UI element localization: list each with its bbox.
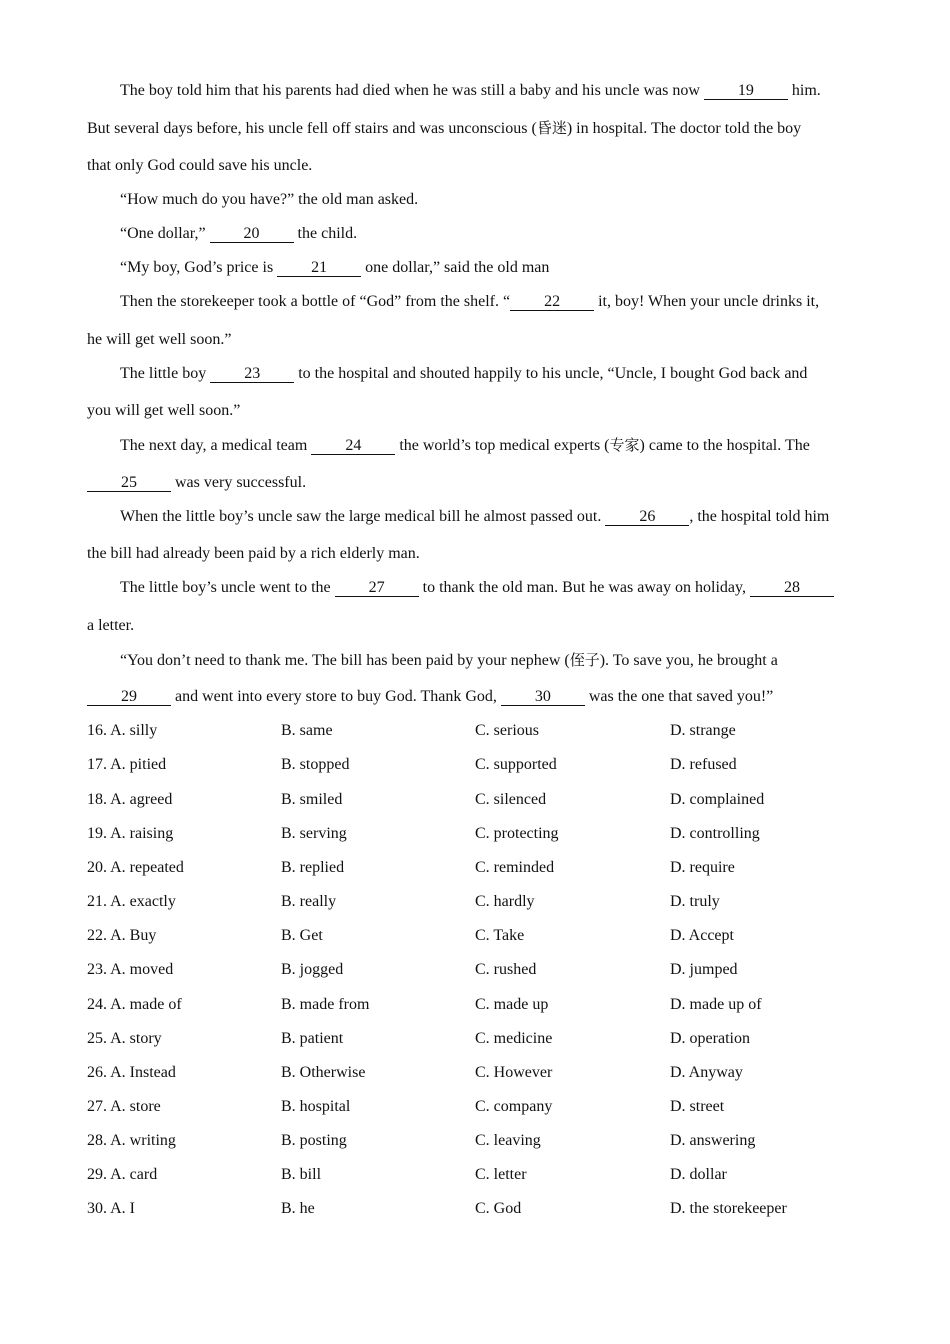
option-a[interactable] [87, 995, 182, 1015]
option-a[interactable] [87, 1063, 176, 1083]
passage-text: was the one that saved you!” [584, 688, 774, 705]
option-a[interactable] [87, 790, 172, 810]
passage-text: “My boy, God’s price is [120, 259, 278, 276]
option-text: A. moved [110, 961, 174, 978]
blank-19[interactable]: 19 [704, 83, 788, 100]
question-row [87, 995, 867, 1015]
option-text: A. Buy [110, 927, 157, 944]
option-text: A. store [110, 1098, 161, 1115]
passage-text: The little boy [120, 365, 211, 382]
option-c[interactable]: C. supported [475, 756, 557, 773]
option-d[interactable]: D. jumped [670, 961, 738, 978]
passage-text: him. [787, 82, 821, 99]
option-d[interactable]: D. dollar [670, 1166, 727, 1183]
question-row [87, 1199, 867, 1219]
option-c[interactable]: C. Take [475, 927, 525, 944]
passage-line [120, 435, 867, 456]
chinese-gloss: 昏迷 [536, 119, 567, 137]
question-number: 19. [87, 825, 107, 842]
question-number: 27. [87, 1098, 107, 1115]
option-c[interactable]: C. leaving [475, 1132, 541, 1149]
option-c[interactable]: C. God [475, 1200, 522, 1217]
option-text: A. I [110, 1200, 136, 1217]
question-number: 25. [87, 1030, 107, 1047]
option-text: A. agreed [110, 791, 173, 808]
question-row [87, 790, 867, 810]
option-text: A. pitied [110, 756, 167, 773]
option-a[interactable] [87, 1097, 161, 1117]
option-b[interactable]: B. serving [281, 825, 347, 842]
option-c[interactable]: C. rushed [475, 961, 537, 978]
passage-text: to thank the old man. But he was away on holiday, [418, 579, 750, 596]
option-text: A. exactly [110, 893, 176, 910]
option-text: A. silly [110, 722, 158, 739]
option-b[interactable]: B. he [281, 1200, 315, 1217]
passage-line [120, 224, 867, 244]
option-text: A. repeated [110, 859, 184, 876]
option-a[interactable] [87, 892, 176, 912]
passage-text: When the little boy’s uncle saw the large medical bill he almost passed out. [120, 508, 606, 525]
passage-line: a letter. [87, 617, 135, 634]
option-b[interactable]: B. hospital [281, 1098, 351, 1115]
passage-line [87, 687, 867, 707]
option-c[interactable]: C. letter [475, 1166, 527, 1183]
passage-line: that only God could save his uncle. [87, 157, 313, 174]
question-row [87, 824, 867, 844]
question-number: 26. [87, 1064, 107, 1081]
option-b[interactable]: B. really [281, 893, 337, 910]
blank-22[interactable]: 22 [510, 294, 594, 311]
question-number: 30. [87, 1200, 107, 1217]
passage-line [120, 507, 867, 527]
blank-21[interactable]: 21 [277, 260, 361, 277]
passage-text: and went into every store to buy God. Thank God, [171, 688, 501, 705]
option-c[interactable]: C. company [475, 1098, 553, 1115]
option-text: A. story [110, 1030, 162, 1047]
option-text: A. made of [110, 996, 182, 1013]
passage-line [120, 292, 867, 312]
blank-20[interactable]: 20 [210, 226, 294, 243]
option-b[interactable]: B. bill [281, 1166, 322, 1183]
question-row [87, 1165, 867, 1185]
passage-line [87, 473, 867, 493]
passage-line [120, 578, 867, 598]
chinese-gloss: 专家 [609, 436, 640, 454]
passage-text: to the hospital and shouted happily to his uncle, “Uncle, I bought God back and [294, 365, 808, 382]
question-number: 21. [87, 893, 107, 910]
blank-28[interactable]: 28 [750, 580, 834, 597]
passage-text: ) came to the hospital. The [639, 437, 810, 454]
question-row [87, 1063, 867, 1083]
option-b[interactable]: B. stopped [281, 756, 350, 773]
passage-text: ). To save you, he brought a [599, 652, 778, 669]
option-c[interactable]: C. reminded [475, 859, 555, 876]
option-a[interactable] [87, 926, 156, 946]
blank-25[interactable]: 25 [87, 475, 171, 492]
option-text: A. writing [110, 1132, 176, 1149]
option-d[interactable]: D. strange [670, 722, 736, 739]
option-a[interactable] [87, 824, 173, 844]
question-row [87, 960, 867, 980]
question-row [87, 1131, 867, 1151]
option-b[interactable]: B. made from [281, 996, 370, 1013]
option-b[interactable]: B. same [281, 722, 333, 739]
option-b[interactable]: B. posting [281, 1132, 347, 1149]
passage-text: one dollar,” said the old man [361, 259, 550, 276]
option-d[interactable]: D. complained [670, 791, 765, 808]
chinese-gloss: 侄子 [569, 651, 600, 669]
passage-text: , the hospital told him [689, 508, 830, 525]
blank-27[interactable]: 27 [335, 580, 419, 597]
passage-text: ) in hospital. The doctor told the boy [566, 120, 802, 137]
option-d[interactable]: D. refused [670, 756, 737, 773]
option-a[interactable] [87, 960, 173, 980]
blank-29[interactable]: 29 [87, 689, 171, 706]
passage-text: But several days before, his uncle fell off stairs and was unconscious ( [87, 120, 537, 137]
question-number: 23. [87, 961, 107, 978]
passage-text: it, boy! When your uncle drinks it, [594, 293, 820, 310]
question-number: 18. [87, 791, 107, 808]
option-d[interactable]: D. made up of [670, 996, 762, 1013]
blank-23[interactable]: 23 [210, 366, 294, 383]
question-number: 20. [87, 859, 107, 876]
blank-26[interactable]: 26 [605, 509, 689, 526]
option-c[interactable]: C. silenced [475, 791, 547, 808]
option-a[interactable] [87, 1165, 157, 1185]
option-d[interactable]: D. operation [670, 1030, 750, 1047]
option-b[interactable]: B. Otherwise [281, 1064, 366, 1081]
option-d[interactable]: D. the storekeeper [670, 1200, 787, 1217]
option-text: A. Instead [110, 1064, 176, 1081]
passage-text: The little boy’s uncle went to the [120, 579, 335, 596]
passage-text: Then the storekeeper took a bottle of “God” from the shelf. “ [120, 293, 511, 310]
passage-line [120, 258, 867, 278]
option-d[interactable]: D. answering [670, 1132, 756, 1149]
question-number: 24. [87, 996, 107, 1013]
option-d[interactable]: D. Anyway [670, 1064, 743, 1081]
option-a[interactable] [87, 721, 157, 741]
question-row [87, 892, 867, 912]
passage-text: “One dollar,” [120, 225, 210, 242]
option-c[interactable]: C. serious [475, 722, 539, 739]
passage-line [120, 650, 867, 671]
option-d[interactable]: D. street [670, 1098, 725, 1115]
question-row [87, 721, 867, 741]
option-d[interactable]: D. require [670, 859, 735, 876]
option-b[interactable]: B. smiled [281, 791, 343, 808]
passage-line: the bill had already been paid by a rich elderly man. [87, 545, 420, 562]
option-b[interactable]: B. jogged [281, 961, 344, 978]
option-c[interactable]: C. medicine [475, 1030, 553, 1047]
passage-text: The next day, a medical team [120, 437, 312, 454]
option-b[interactable]: B. replied [281, 859, 345, 876]
passage-line: “How much do you have?” the old man asked. [120, 191, 419, 208]
option-a[interactable] [87, 858, 184, 878]
question-row [87, 1029, 867, 1049]
question-row [87, 755, 867, 775]
question-row [87, 858, 867, 878]
option-a[interactable] [87, 1199, 135, 1219]
passage-text: The boy told him that his parents had died when he was still a baby and his uncle was now [120, 82, 704, 99]
option-text: A. card [110, 1166, 158, 1183]
option-a[interactable] [87, 755, 166, 775]
blank-30[interactable]: 30 [501, 689, 585, 706]
option-c[interactable]: C. However [475, 1064, 553, 1081]
option-b[interactable]: B. patient [281, 1030, 344, 1047]
option-a[interactable] [87, 1029, 162, 1049]
question-number: 22. [87, 927, 107, 944]
passage-text: the child. [293, 225, 358, 242]
passage-line [120, 364, 867, 384]
question-row [87, 1097, 867, 1117]
question-number: 29. [87, 1166, 107, 1183]
passage-text: the world’s top medical experts ( [395, 437, 610, 454]
option-text: A. raising [110, 825, 174, 842]
blank-24[interactable]: 24 [311, 438, 395, 455]
passage-line [87, 118, 867, 139]
question-number: 16. [87, 722, 107, 739]
option-a[interactable] [87, 1131, 176, 1151]
passage-line: you will get well soon.” [87, 402, 241, 419]
option-c[interactable]: C. made up [475, 996, 549, 1013]
passage-text: was very successful. [171, 474, 307, 491]
option-d[interactable]: D. Accept [670, 927, 734, 944]
passage-line [120, 81, 867, 101]
option-c[interactable]: C. protecting [475, 825, 559, 842]
question-number: 17. [87, 756, 107, 773]
passage-text: “You don’t need to thank me. The bill has been paid by your nephew ( [120, 652, 570, 669]
option-d[interactable]: D. controlling [670, 825, 760, 842]
option-c[interactable]: C. hardly [475, 893, 535, 910]
passage-line: he will get well soon.” [87, 331, 232, 348]
question-number: 28. [87, 1132, 107, 1149]
question-row [87, 926, 867, 946]
option-b[interactable]: B. Get [281, 927, 323, 944]
option-d[interactable]: D. truly [670, 893, 720, 910]
